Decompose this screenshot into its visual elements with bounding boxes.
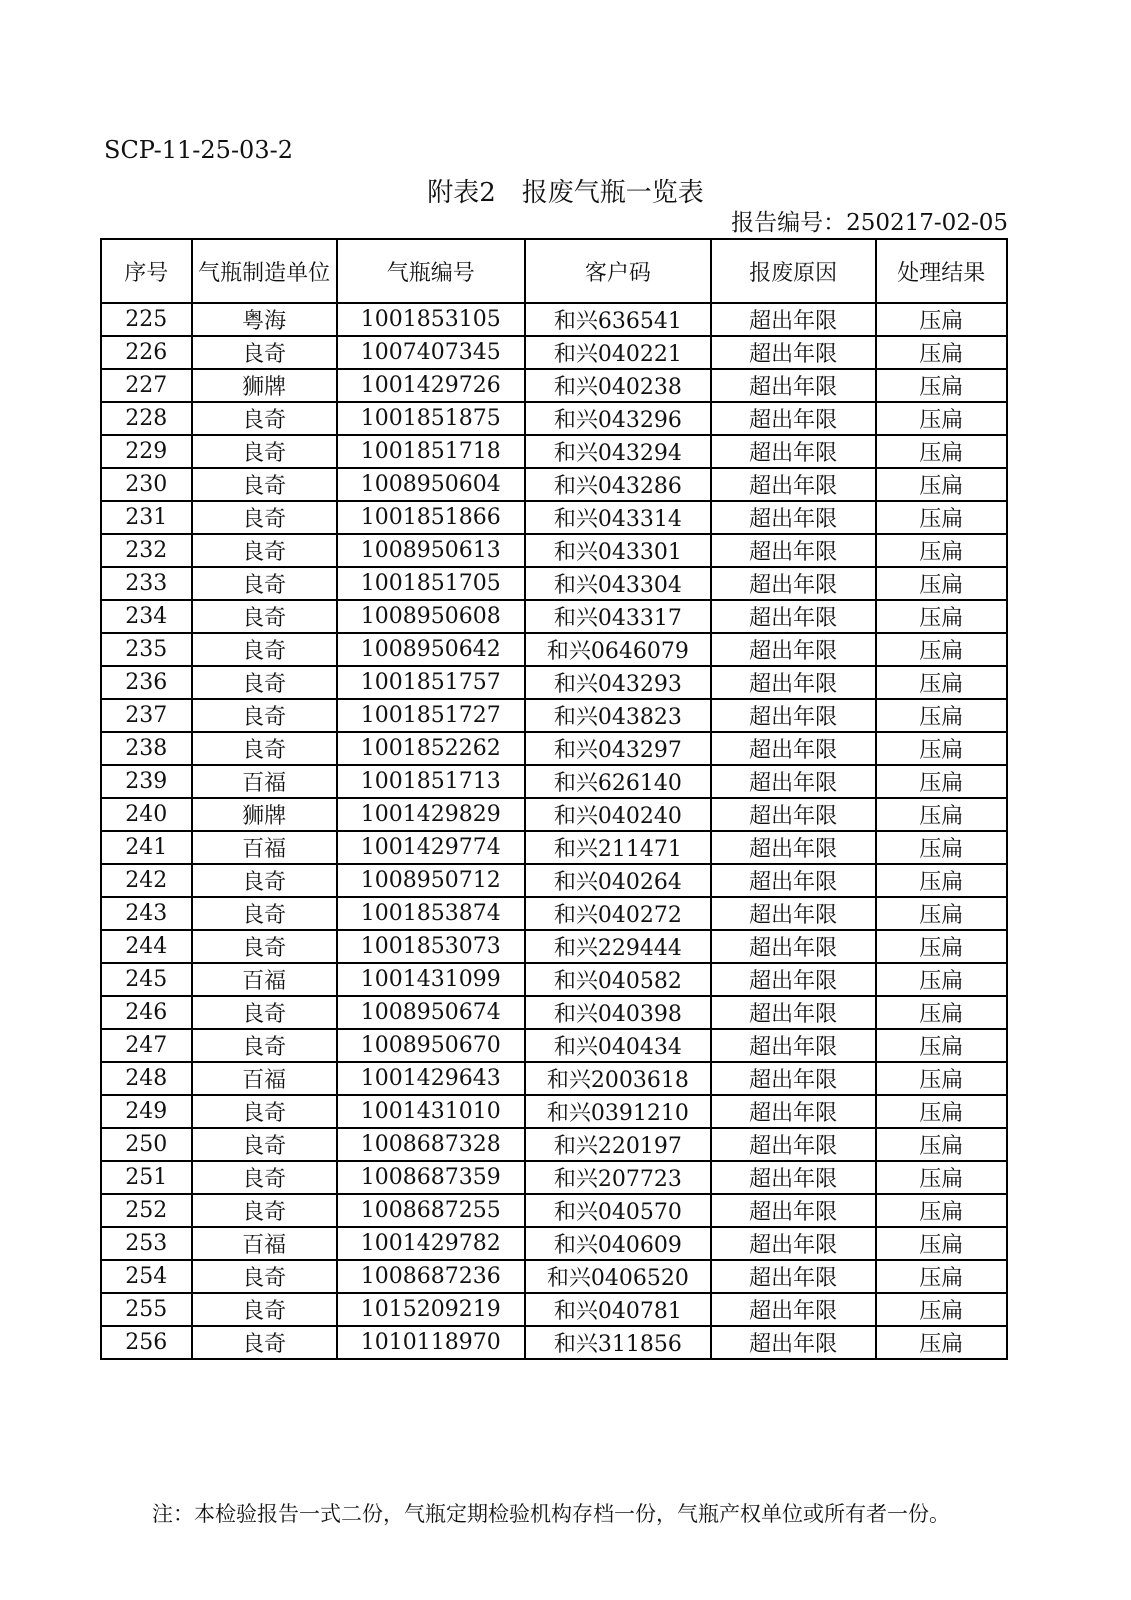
table-cell: 235 — [101, 633, 192, 666]
table-cell: 超出年限 — [711, 1128, 876, 1161]
table-cell: 和兴040434 — [525, 1029, 711, 1062]
table-cell: 压扁 — [876, 1161, 1007, 1194]
table-cell: 压扁 — [876, 1293, 1007, 1326]
table-cell: 254 — [101, 1260, 192, 1293]
table-cell: 1001853874 — [337, 897, 525, 930]
table-cell: 和兴211471 — [525, 831, 711, 864]
column-header: 报废原因 — [711, 239, 876, 303]
table-cell: 良奇 — [192, 1194, 337, 1227]
table-cell: 1001429726 — [337, 369, 525, 402]
table-cell: 良奇 — [192, 1128, 337, 1161]
table-row — [101, 1227, 1007, 1260]
table-cell: 压扁 — [876, 699, 1007, 732]
table-cell: 1008687255 — [337, 1194, 525, 1227]
table-cell: 246 — [101, 996, 192, 1029]
table-cell: 超出年限 — [711, 369, 876, 402]
table-row — [101, 600, 1007, 633]
table-cell: 超出年限 — [711, 534, 876, 567]
table-cell: 和兴043304 — [525, 567, 711, 600]
table-cell: 超出年限 — [711, 798, 876, 831]
table-cell: 1008950670 — [337, 1029, 525, 1062]
table-cell: 1008950604 — [337, 468, 525, 501]
table-cell: 压扁 — [876, 996, 1007, 1029]
table-cell: 良奇 — [192, 1029, 337, 1062]
table-cell: 狮牌 — [192, 369, 337, 402]
table-row — [101, 468, 1007, 501]
table-header-row — [101, 239, 1007, 303]
table-cell: 229 — [101, 435, 192, 468]
table-cell: 超出年限 — [711, 831, 876, 864]
table-cell: 和兴0646079 — [525, 633, 711, 666]
table-cell: 良奇 — [192, 633, 337, 666]
table-cell: 1008950674 — [337, 996, 525, 1029]
table-cell: 超出年限 — [711, 897, 876, 930]
table-row — [101, 1095, 1007, 1128]
column-header: 气瓶制造单位 — [192, 239, 337, 303]
table-row — [101, 1062, 1007, 1095]
table-cell: 228 — [101, 402, 192, 435]
table-cell: 238 — [101, 732, 192, 765]
table-cell: 压扁 — [876, 1095, 1007, 1128]
table-cell: 236 — [101, 666, 192, 699]
table-cell: 244 — [101, 930, 192, 963]
table-cell: 良奇 — [192, 600, 337, 633]
table-cell: 良奇 — [192, 1260, 337, 1293]
table-cell: 超出年限 — [711, 963, 876, 996]
table-cell: 良奇 — [192, 534, 337, 567]
table-cell: 超出年限 — [711, 699, 876, 732]
table-cell: 压扁 — [876, 1260, 1007, 1293]
table-cell: 1008950642 — [337, 633, 525, 666]
table-body — [101, 303, 1007, 1359]
column-header: 处理结果 — [876, 239, 1007, 303]
table-cell: 压扁 — [876, 534, 1007, 567]
table-cell: 249 — [101, 1095, 192, 1128]
table-cell: 超出年限 — [711, 1326, 876, 1359]
table-cell: 压扁 — [876, 963, 1007, 996]
table-cell: 超出年限 — [711, 1293, 876, 1326]
table-row — [101, 402, 1007, 435]
table-cell: 压扁 — [876, 930, 1007, 963]
table-row — [101, 897, 1007, 930]
table-cell: 230 — [101, 468, 192, 501]
table-cell: 和兴626140 — [525, 765, 711, 798]
table-row — [101, 1194, 1007, 1227]
page-title: 附表2 报废气瓶一览表 — [427, 178, 704, 208]
table-cell: 压扁 — [876, 402, 1007, 435]
table-cell: 良奇 — [192, 1326, 337, 1359]
table-cell: 压扁 — [876, 1029, 1007, 1062]
footer-note: 注：本检验报告一式二份，气瓶定期检验机构存档一份，气瓶产权单位或所有者一份。 — [152, 1502, 950, 1526]
table-cell: 良奇 — [192, 435, 337, 468]
table-row — [101, 1029, 1007, 1062]
table-cell: 良奇 — [192, 699, 337, 732]
table-row — [101, 666, 1007, 699]
report-number — [731, 204, 1008, 237]
table-cell: 超出年限 — [711, 567, 876, 600]
table-cell: 百福 — [192, 963, 337, 996]
table-cell: 和兴207723 — [525, 1161, 711, 1194]
table-cell: 1008687359 — [337, 1161, 525, 1194]
table-cell: 压扁 — [876, 1326, 1007, 1359]
table-cell: 248 — [101, 1062, 192, 1095]
report-number-label: 报告编号： — [731, 210, 847, 236]
table-cell: 和兴040609 — [525, 1227, 711, 1260]
table-cell: 压扁 — [876, 468, 1007, 501]
table-cell: 狮牌 — [192, 798, 337, 831]
table-cell: 243 — [101, 897, 192, 930]
table-cell: 和兴0406520 — [525, 1260, 711, 1293]
table-cell: 百福 — [192, 1227, 337, 1260]
table-cell: 237 — [101, 699, 192, 732]
table-cell: 231 — [101, 501, 192, 534]
table-cell: 超出年限 — [711, 435, 876, 468]
table-cell: 良奇 — [192, 402, 337, 435]
doc-code: SCP-11-25-03-2 — [104, 136, 293, 164]
table-cell: 和兴043294 — [525, 435, 711, 468]
table-cell: 256 — [101, 1326, 192, 1359]
column-header: 序号 — [101, 239, 192, 303]
table-cell: 粤海 — [192, 303, 337, 336]
table-cell: 1001851713 — [337, 765, 525, 798]
table-cell: 和兴220197 — [525, 1128, 711, 1161]
table-cell: 压扁 — [876, 897, 1007, 930]
table-cell: 247 — [101, 1029, 192, 1062]
table-cell: 1001851727 — [337, 699, 525, 732]
table-cell: 良奇 — [192, 732, 337, 765]
table-cell: 良奇 — [192, 864, 337, 897]
table-cell: 压扁 — [876, 831, 1007, 864]
table-cell: 百福 — [192, 765, 337, 798]
table-cell: 超出年限 — [711, 501, 876, 534]
table-row — [101, 534, 1007, 567]
table-cell: 超出年限 — [711, 336, 876, 369]
column-header: 客户码 — [525, 239, 711, 303]
table-cell: 超出年限 — [711, 732, 876, 765]
table-cell: 252 — [101, 1194, 192, 1227]
table-row — [101, 699, 1007, 732]
table-cell: 1015209219 — [337, 1293, 525, 1326]
table-cell: 1001431099 — [337, 963, 525, 996]
table-cell: 1007407345 — [337, 336, 525, 369]
table-cell: 和兴311856 — [525, 1326, 711, 1359]
table-header — [101, 239, 1007, 303]
table-cell: 和兴043293 — [525, 666, 711, 699]
table-cell: 压扁 — [876, 336, 1007, 369]
table-cell: 239 — [101, 765, 192, 798]
table-cell: 超出年限 — [711, 765, 876, 798]
table-cell: 1001429829 — [337, 798, 525, 831]
table-cell: 1001851718 — [337, 435, 525, 468]
table-cell: 超出年限 — [711, 1161, 876, 1194]
table-cell: 良奇 — [192, 567, 337, 600]
table-cell: 1001851875 — [337, 402, 525, 435]
table-cell: 压扁 — [876, 567, 1007, 600]
table-cell: 253 — [101, 1227, 192, 1260]
table-cell: 良奇 — [192, 501, 337, 534]
table-cell: 超出年限 — [711, 1260, 876, 1293]
table-cell: 1008950608 — [337, 600, 525, 633]
table-cell: 和兴040238 — [525, 369, 711, 402]
table-cell: 良奇 — [192, 897, 337, 930]
table-cell: 超出年限 — [711, 1227, 876, 1260]
table-cell: 压扁 — [876, 435, 1007, 468]
table-cell: 压扁 — [876, 798, 1007, 831]
table-row — [101, 1260, 1007, 1293]
table-row — [101, 336, 1007, 369]
table-row — [101, 1128, 1007, 1161]
table-cell: 百福 — [192, 831, 337, 864]
table-cell: 242 — [101, 864, 192, 897]
table-cell: 压扁 — [876, 1227, 1007, 1260]
table-cell: 和兴040398 — [525, 996, 711, 1029]
column-header: 气瓶编号 — [337, 239, 525, 303]
table-cell: 和兴043286 — [525, 468, 711, 501]
table-row — [101, 501, 1007, 534]
table-cell: 251 — [101, 1161, 192, 1194]
table-cell: 良奇 — [192, 1095, 337, 1128]
table-cell: 1001852262 — [337, 732, 525, 765]
table-cell: 压扁 — [876, 600, 1007, 633]
table-cell: 233 — [101, 567, 192, 600]
table-cell: 超出年限 — [711, 468, 876, 501]
table-cell: 227 — [101, 369, 192, 402]
table-row — [101, 732, 1007, 765]
table-cell: 和兴043297 — [525, 732, 711, 765]
table-cell: 超出年限 — [711, 1095, 876, 1128]
table-cell: 1008950712 — [337, 864, 525, 897]
table-cell: 和兴0391210 — [525, 1095, 711, 1128]
table-row — [101, 435, 1007, 468]
table-cell: 良奇 — [192, 666, 337, 699]
table-cell: 和兴040264 — [525, 864, 711, 897]
table-row — [101, 963, 1007, 996]
table-row — [101, 369, 1007, 402]
table-cell: 和兴040570 — [525, 1194, 711, 1227]
table-cell: 压扁 — [876, 303, 1007, 336]
table-cell: 良奇 — [192, 1161, 337, 1194]
table-cell: 压扁 — [876, 633, 1007, 666]
table-cell: 良奇 — [192, 1293, 337, 1326]
table-cell: 超出年限 — [711, 930, 876, 963]
table-row — [101, 930, 1007, 963]
table-cell: 和兴2003618 — [525, 1062, 711, 1095]
table-cell: 压扁 — [876, 1128, 1007, 1161]
table-cell: 1001851705 — [337, 567, 525, 600]
table-cell: 良奇 — [192, 336, 337, 369]
table-cell: 超出年限 — [711, 864, 876, 897]
table-row — [101, 831, 1007, 864]
table-row — [101, 567, 1007, 600]
table-cell: 和兴043296 — [525, 402, 711, 435]
table-row — [101, 1326, 1007, 1359]
table-cell: 超出年限 — [711, 600, 876, 633]
table-row — [101, 765, 1007, 798]
table-cell: 1001851757 — [337, 666, 525, 699]
table-cell: 超出年限 — [711, 996, 876, 1029]
table-cell: 和兴229444 — [525, 930, 711, 963]
table-row — [101, 303, 1007, 336]
table-cell: 1001853073 — [337, 930, 525, 963]
table-row — [101, 864, 1007, 897]
table-cell: 和兴040272 — [525, 897, 711, 930]
table-cell: 超出年限 — [711, 1029, 876, 1062]
table-cell: 超出年限 — [711, 402, 876, 435]
table-cell: 1008950613 — [337, 534, 525, 567]
table-cell: 和兴040240 — [525, 798, 711, 831]
table-cell: 240 — [101, 798, 192, 831]
table-cell: 超出年限 — [711, 633, 876, 666]
table-cell: 226 — [101, 336, 192, 369]
table-cell: 1008687328 — [337, 1128, 525, 1161]
table-cell: 1001429643 — [337, 1062, 525, 1095]
table-cell: 压扁 — [876, 1062, 1007, 1095]
table-row — [101, 798, 1007, 831]
table-cell: 245 — [101, 963, 192, 996]
table-cell: 良奇 — [192, 930, 337, 963]
table-cell: 234 — [101, 600, 192, 633]
table-cell: 1001429782 — [337, 1227, 525, 1260]
table-cell: 和兴043317 — [525, 600, 711, 633]
table-cell: 和兴043314 — [525, 501, 711, 534]
table-cell: 1001429774 — [337, 831, 525, 864]
scrap-cylinder-table — [100, 238, 1008, 1360]
table-cell: 压扁 — [876, 369, 1007, 402]
table-cell: 压扁 — [876, 864, 1007, 897]
table-cell: 超出年限 — [711, 303, 876, 336]
table-cell: 良奇 — [192, 468, 337, 501]
report-number-value: 250217-02-05 — [846, 210, 1008, 236]
table-cell: 和兴040582 — [525, 963, 711, 996]
table-cell: 1001851866 — [337, 501, 525, 534]
table-row — [101, 633, 1007, 666]
table-cell: 和兴043301 — [525, 534, 711, 567]
table-row — [101, 996, 1007, 1029]
table-cell: 压扁 — [876, 1194, 1007, 1227]
table-cell: 250 — [101, 1128, 192, 1161]
table-cell: 1001431010 — [337, 1095, 525, 1128]
table-cell: 压扁 — [876, 732, 1007, 765]
table-cell: 1008687236 — [337, 1260, 525, 1293]
table-row — [101, 1293, 1007, 1326]
table-cell: 241 — [101, 831, 192, 864]
table-cell: 和兴040781 — [525, 1293, 711, 1326]
table-cell: 良奇 — [192, 996, 337, 1029]
table-cell: 超出年限 — [711, 1194, 876, 1227]
table-cell: 超出年限 — [711, 666, 876, 699]
table-cell: 225 — [101, 303, 192, 336]
table-cell: 压扁 — [876, 666, 1007, 699]
table-cell: 压扁 — [876, 765, 1007, 798]
table-cell: 超出年限 — [711, 1062, 876, 1095]
table-row — [101, 1161, 1007, 1194]
table-cell: 百福 — [192, 1062, 337, 1095]
table-cell: 232 — [101, 534, 192, 567]
table-cell: 1001853105 — [337, 303, 525, 336]
table-cell: 和兴636541 — [525, 303, 711, 336]
table-cell: 1010118970 — [337, 1326, 525, 1359]
table-cell: 255 — [101, 1293, 192, 1326]
table-cell: 和兴043823 — [525, 699, 711, 732]
table-cell: 压扁 — [876, 501, 1007, 534]
table-cell: 和兴040221 — [525, 336, 711, 369]
